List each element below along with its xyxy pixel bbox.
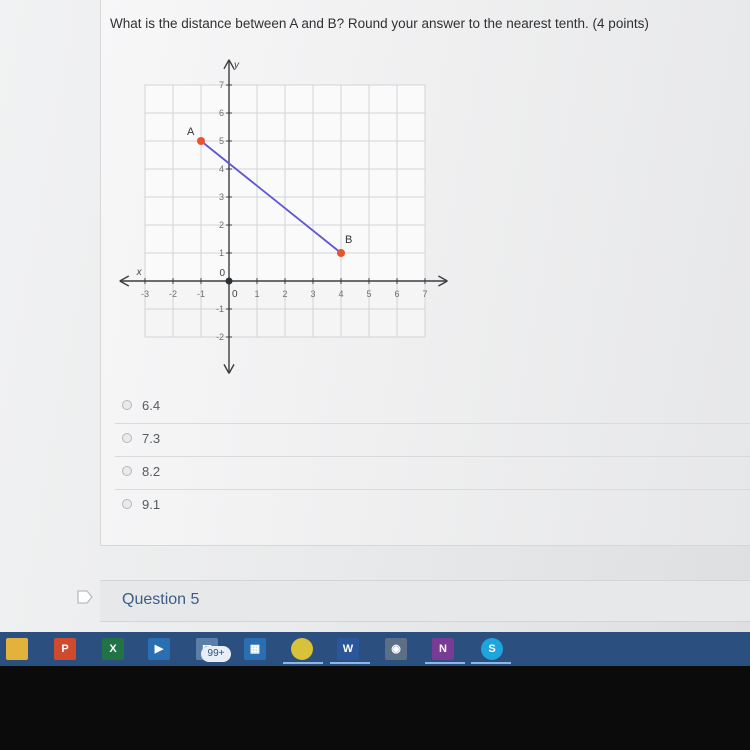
point-b xyxy=(337,249,345,257)
radio-button[interactable] xyxy=(122,499,132,509)
onenote-icon[interactable]: N xyxy=(432,638,454,660)
powerpoint-icon[interactable]: P xyxy=(54,638,76,660)
y-tick-label: 6 xyxy=(218,108,224,118)
y-tick-label: -2 xyxy=(215,332,224,342)
y-tick-label: 7 xyxy=(218,80,224,90)
answer-choice-3[interactable] xyxy=(115,456,750,490)
question-text: What is the distance between A and B? Round your answer to the nearest tenth. (4 points) xyxy=(110,16,649,31)
choice-label: 8.2 xyxy=(142,464,161,479)
x-tick-label: 6 xyxy=(394,289,400,299)
y-tick-label: 5 xyxy=(218,136,224,146)
answer-choice-4[interactable] xyxy=(115,489,750,522)
skype-active-indicator xyxy=(471,662,511,664)
coordinate-graph xyxy=(110,50,470,380)
radio-button[interactable] xyxy=(122,400,132,410)
y-tick-label: 1 xyxy=(218,248,224,258)
word-icon[interactable]: W xyxy=(337,638,359,660)
x-tick-label: 2 xyxy=(282,289,288,299)
chrome-active-indicator xyxy=(283,662,323,664)
media-player-icon[interactable]: ▶ xyxy=(148,638,170,660)
store-icon[interactable]: ▦ xyxy=(244,638,266,660)
origin-label-lower: 0 xyxy=(232,289,238,300)
x-tick-label: -2 xyxy=(168,289,178,299)
x-tick-label: -1 xyxy=(196,289,206,299)
x-tick-label: -3 xyxy=(140,289,150,299)
x-tick-label: 4 xyxy=(338,289,344,299)
y-tick-label: 3 xyxy=(218,192,224,202)
answer-choice-2[interactable] xyxy=(115,423,750,457)
y-axis-label: y xyxy=(234,60,239,72)
point-label-b: B xyxy=(345,234,353,246)
onenote-active-indicator xyxy=(425,662,465,664)
radio-button[interactable] xyxy=(122,466,132,476)
word-active-indicator xyxy=(330,662,370,664)
notification-badge: 99+ xyxy=(201,646,231,662)
graph-grid xyxy=(145,85,428,337)
y-tick-label: -1 xyxy=(215,304,224,314)
question-5-header[interactable] xyxy=(100,580,750,622)
origin-point xyxy=(226,278,233,285)
x-tick-label: 3 xyxy=(310,289,316,299)
camera-icon[interactable]: ◉ xyxy=(385,638,407,660)
file-explorer-icon[interactable] xyxy=(6,638,28,660)
radio-button[interactable] xyxy=(122,433,132,443)
monitor-bezel xyxy=(0,666,750,750)
chrome-icon[interactable] xyxy=(291,638,313,660)
y-tick-label: 2 xyxy=(218,220,224,230)
x-tick-label: 5 xyxy=(366,289,372,299)
flag-icon[interactable] xyxy=(76,589,94,605)
x-axis-label: x xyxy=(136,267,142,278)
taskbar xyxy=(0,632,750,666)
choice-label: 6.4 xyxy=(142,398,161,413)
skype-icon[interactable]: S xyxy=(481,638,503,660)
x-tick-label: 7 xyxy=(422,289,428,299)
y-tick-label: 4 xyxy=(218,164,224,174)
x-tick-label: 1 xyxy=(254,289,260,299)
question-5-label: Question 5 xyxy=(122,591,200,608)
answer-choice-1[interactable] xyxy=(115,390,750,424)
point-a xyxy=(197,137,205,145)
origin-label: 0 xyxy=(219,268,225,279)
choice-label: 7.3 xyxy=(142,431,161,446)
excel-icon[interactable]: X xyxy=(102,638,124,660)
point-label-a: A xyxy=(187,126,195,138)
choice-label: 9.1 xyxy=(142,497,161,512)
